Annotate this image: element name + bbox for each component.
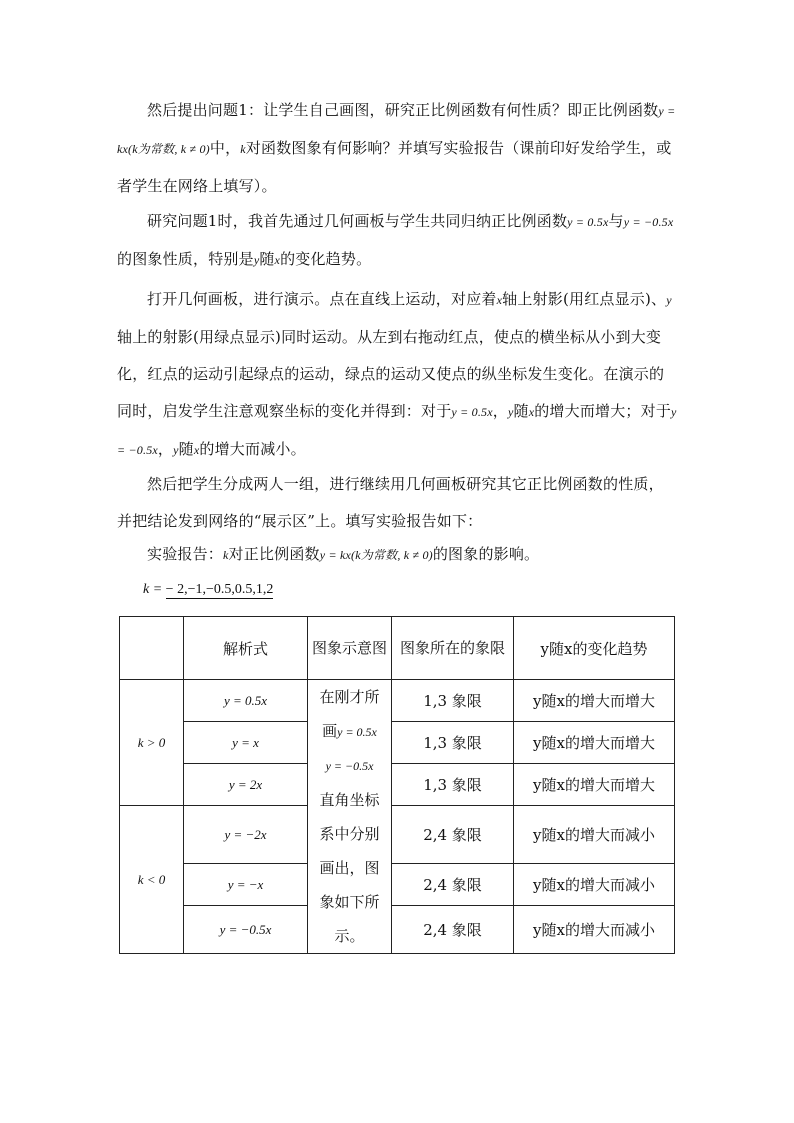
paragraph-experiment-report: [117, 536, 677, 574]
math-expression: y = 0.5x: [451, 405, 493, 419]
math-expression: y: [253, 253, 260, 267]
text-run: 的增大而减小。: [199, 440, 306, 458]
graph-description-cell: [308, 680, 392, 954]
group-label-k-negative: k < 0: [120, 806, 184, 954]
math-expression: y = −0.5x: [117, 405, 677, 457]
text-run: 随: [513, 402, 529, 420]
table-row: [120, 806, 675, 864]
text-run: 中，: [209, 139, 241, 157]
header-trend: y随x的变化趋势: [514, 617, 675, 680]
table-row: [120, 722, 675, 764]
table-header-row: [120, 617, 675, 680]
formula-cell: y = x: [184, 722, 308, 764]
table-row: [120, 764, 675, 806]
trend-cell: y随x的增大而增大: [514, 722, 675, 764]
trend-cell: y随x的增大而增大: [514, 680, 675, 722]
text-run: 轴上射影(用红点显示)、: [502, 290, 667, 308]
graph-desc-line: 象如下所: [319, 893, 380, 911]
math-expression: k: [240, 142, 246, 156]
quadrant-cell: 2,4 象限: [392, 864, 514, 906]
text-run: 的图象性质，特别是: [117, 250, 254, 268]
group-label-k-positive: k > 0: [120, 680, 184, 806]
graph-desc-line: 在刚才所: [319, 688, 380, 706]
paragraph-group-work: [117, 466, 677, 540]
table-row: [120, 680, 675, 722]
k-label: k =: [143, 582, 166, 597]
text-run: 实验报告：: [147, 545, 224, 563]
trend-cell: y随x的增大而增大: [514, 764, 675, 806]
trend-cell: y随x的增大而减小: [514, 806, 675, 864]
math-expression: x: [496, 293, 503, 307]
math-expression: y: [173, 443, 179, 457]
formula-cell: y = −x: [184, 864, 308, 906]
text-run: ，: [157, 440, 174, 458]
k-values: − 2,−1,−0.5,0.5,1,2: [165, 582, 274, 597]
math-expression: y = kx(k为常数, k ≠ 0): [319, 548, 433, 562]
graph-desc-line: 示。: [334, 927, 365, 945]
quadrant-cell: 2,4 象限: [392, 806, 514, 864]
text-run: 的增大而增大；对于: [534, 402, 672, 420]
graph-desc-line: 画出，图: [319, 859, 380, 877]
text-run: 然后提出问题1：让学生自己画图，研究正比例函数有何性质？即正比例函数: [147, 101, 659, 119]
text-run: 的变化趋势。: [280, 250, 372, 268]
math-expression: y = 0.5x: [567, 215, 609, 229]
table-row: [120, 864, 675, 906]
formula-cell: y = −2x: [184, 806, 308, 864]
paragraph-geometry-demo: [117, 281, 677, 469]
graph-desc-line: y = −0.5x: [325, 759, 374, 773]
header-empty-cell: [120, 617, 184, 680]
text-run: 轴上的射影(用绿点显示)同时运动。从左到右拖动红点，使点的横坐标从小到大变化，红点的运动引起绿点的运动，绿点的运动又使点的纵坐标发生变化。在演示的同时，启发学生注意观察坐标的变化并得到：对于: [117, 328, 665, 420]
quadrant-cell: 1,3 象限: [392, 680, 514, 722]
header-graph-sketch: 图象示意图: [308, 617, 392, 680]
text-run: ，: [492, 402, 508, 420]
quadrant-cell: 1,3 象限: [392, 722, 514, 764]
math-expression: x: [274, 253, 281, 267]
math-expression: k: [223, 548, 229, 562]
math-expression: x: [528, 405, 535, 419]
trend-cell: y随x的增大而减小: [514, 864, 675, 906]
math-expression: x: [193, 443, 200, 457]
text-run: 与: [608, 212, 624, 230]
experiment-report-table: [119, 616, 675, 954]
text-run: 对函数图象有何影响？并填写实验报告（课前印好发给学生，或者学生在网络上填写）。: [117, 139, 672, 195]
table-row: [120, 906, 675, 954]
header-quadrant: 图象所在的象限: [392, 617, 514, 680]
text-run: 对正比例函数: [228, 545, 320, 563]
graph-desc-line: 系中分别: [319, 825, 380, 843]
text-run: 打开几何画板，进行演示。点在直线上运动，对应着: [147, 290, 497, 308]
graph-desc-line: 直角坐标: [319, 791, 380, 809]
math-expression: y = −0.5x: [623, 215, 674, 229]
math-expression: y: [666, 293, 672, 307]
trend-cell: y随x的增大而减小: [514, 906, 675, 954]
header-formula: 解析式: [184, 617, 308, 680]
text-run: 随: [178, 440, 194, 458]
text-run: 的图象的影响。: [432, 545, 540, 563]
paragraph-research-question-1: [117, 203, 677, 279]
quadrant-cell: 2,4 象限: [392, 906, 514, 954]
text-run: 随: [259, 250, 275, 268]
paragraph-question-1: [117, 92, 677, 205]
formula-cell: y = 2x: [184, 764, 308, 806]
quadrant-cell: 1,3 象限: [392, 764, 514, 806]
graph-desc-line: 画y = 0.5x: [322, 722, 377, 740]
text-run: 然后把学生分成两人一组，进行继续用几何画板研究其它正比例函数的性质，并把结论发到网络的“展示区”上。填写实验报告如下：: [117, 475, 664, 530]
math-expression: y: [507, 405, 514, 419]
k-values-line: [143, 582, 273, 598]
text-run: 研究问题1时，我首先通过几何画板与学生共同归纳正比例函数: [147, 212, 568, 230]
formula-cell: y = −0.5x: [184, 906, 308, 954]
formula-cell: y = 0.5x: [184, 680, 308, 722]
math-expression: y = kx(k为常数, k ≠ 0): [117, 104, 676, 156]
